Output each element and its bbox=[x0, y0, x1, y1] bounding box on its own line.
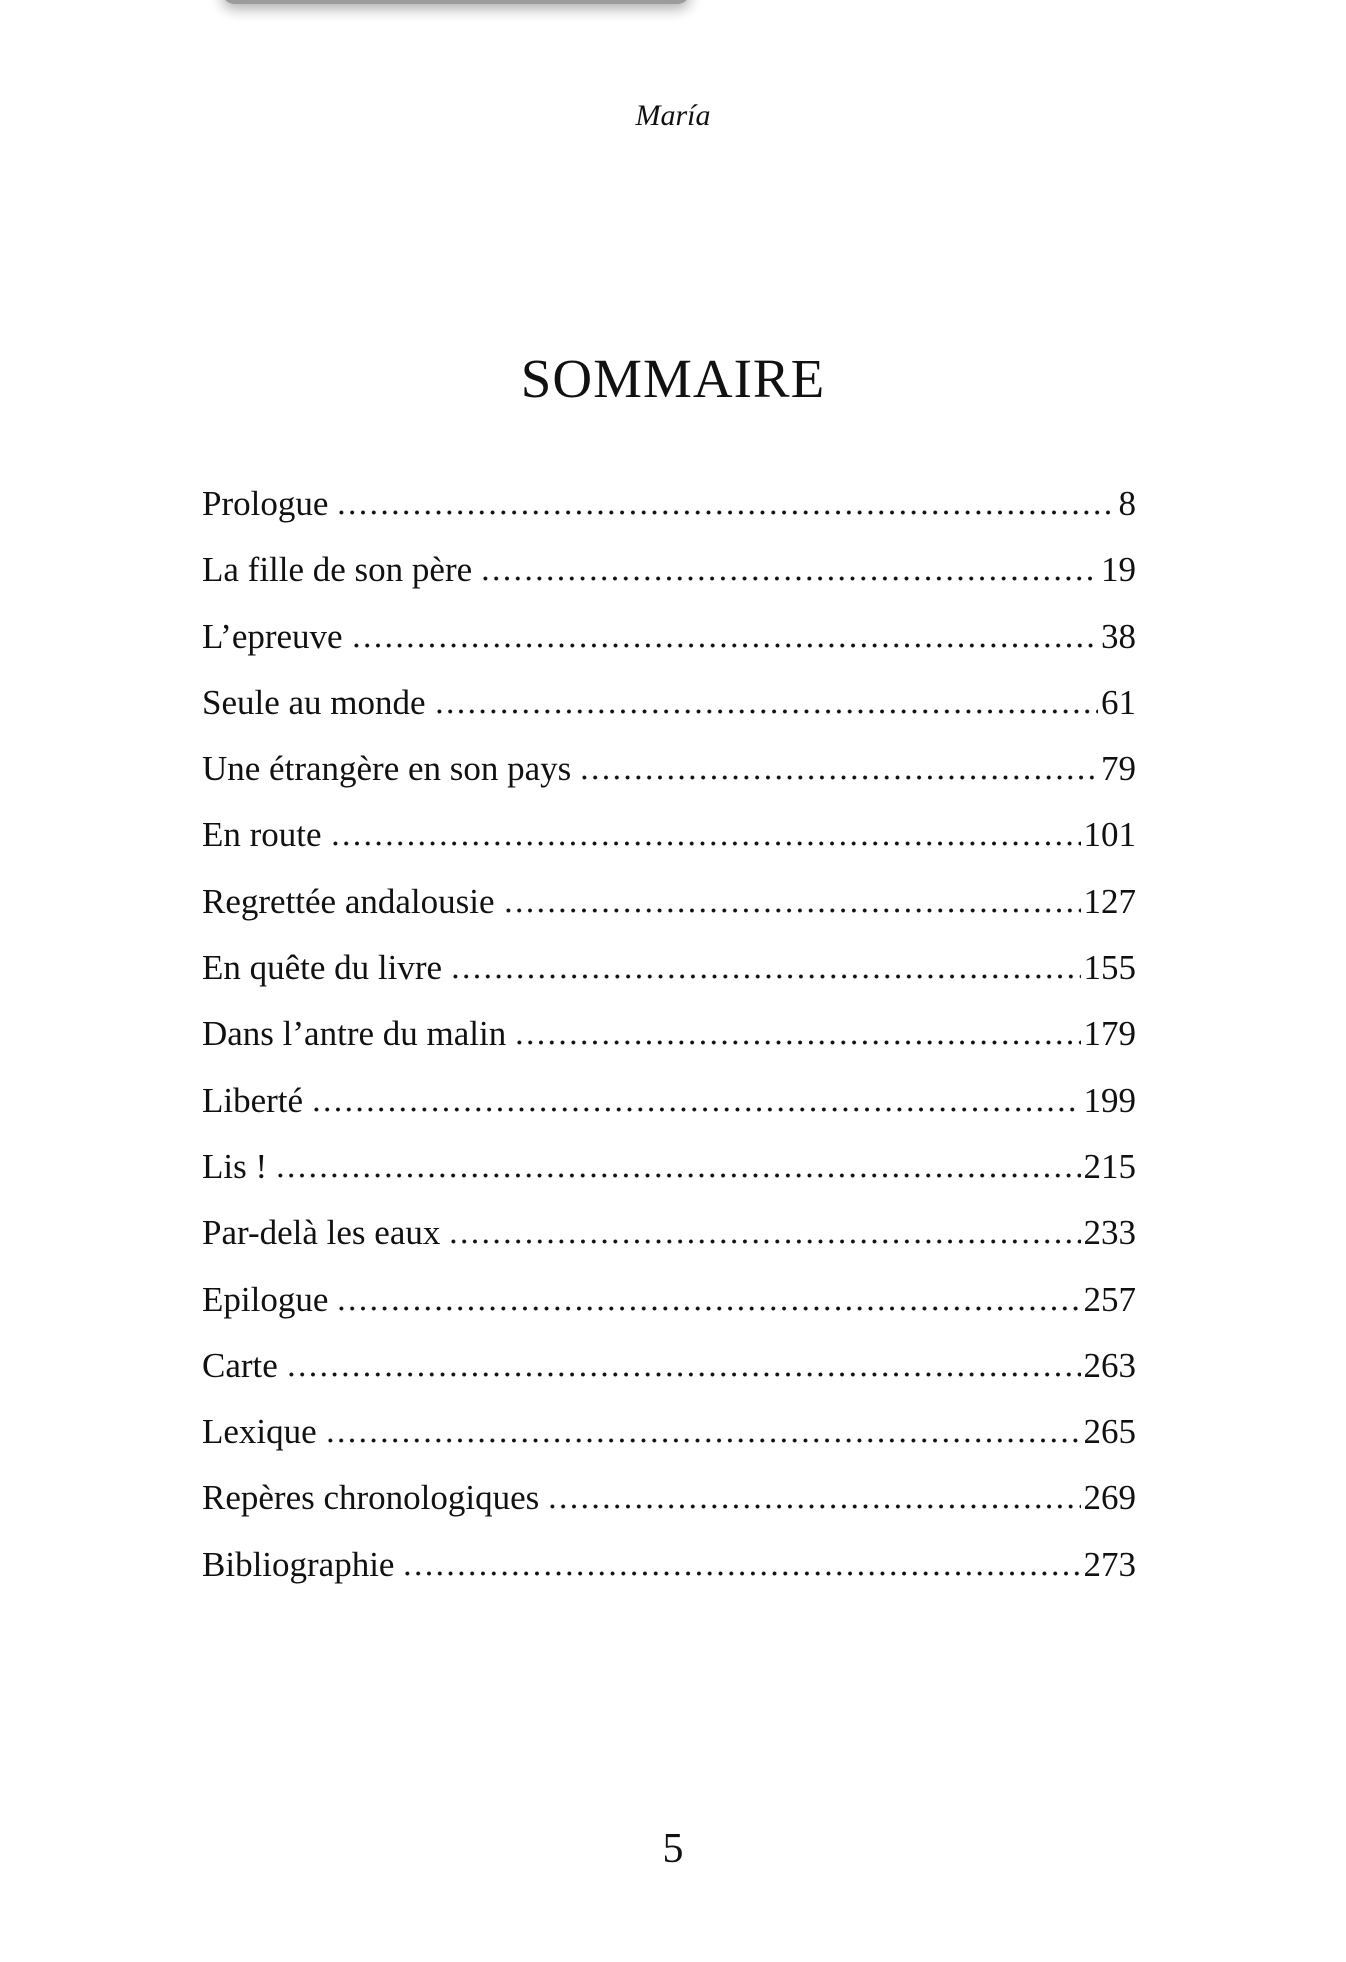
toc-entry-label: La fille de son père bbox=[202, 550, 473, 590]
toc-entry-page: 269 bbox=[1083, 1478, 1136, 1518]
toc-entry-label: Par-delà les eaux bbox=[202, 1213, 441, 1253]
toc-entry bbox=[202, 1399, 1136, 1465]
toc-entry bbox=[202, 1267, 1136, 1333]
toc-entry-page: 79 bbox=[1101, 749, 1136, 789]
toc-dot-leader bbox=[275, 1173, 1080, 1178]
running-header: María bbox=[635, 99, 711, 132]
toc-entry-page: 215 bbox=[1083, 1146, 1136, 1186]
toc-entry-label: Dans l’antre du malin bbox=[202, 1014, 507, 1054]
toc-dot-leader bbox=[480, 576, 1098, 581]
toc-entry-label: Bibliographie bbox=[202, 1544, 395, 1584]
toc-dot-leader bbox=[351, 643, 1098, 648]
toc-entry bbox=[202, 1465, 1136, 1531]
toc-entry-label: L’epreuve bbox=[202, 616, 343, 656]
toc-entry-label: Carte bbox=[202, 1345, 278, 1385]
page-number: 5 bbox=[662, 1826, 684, 1872]
toc-entry-page: 155 bbox=[1083, 948, 1136, 988]
toc-entry bbox=[202, 471, 1136, 537]
toc-entry-page: 179 bbox=[1083, 1014, 1136, 1054]
toc-entry-label: Epilogue bbox=[202, 1279, 329, 1319]
toc-entry-page: 61 bbox=[1101, 682, 1136, 722]
toc-dot-leader bbox=[325, 1438, 1081, 1443]
toc-entry-label: Regrettée andalousie bbox=[202, 881, 495, 921]
toc-entry-label: Seule au monde bbox=[202, 682, 426, 722]
toc-entry-label: Lis ! bbox=[202, 1146, 268, 1186]
toc-entry-label: Prologue bbox=[202, 484, 329, 523]
toc-entry bbox=[202, 670, 1136, 736]
toc-entry bbox=[202, 1333, 1136, 1399]
toc-entry-page: 273 bbox=[1083, 1544, 1136, 1584]
toc-dot-leader bbox=[286, 1372, 1081, 1377]
toc-entry-label: Une étrangère en son pays bbox=[202, 749, 572, 789]
toc-entry-page: 19 bbox=[1101, 550, 1136, 590]
toc-dot-leader bbox=[450, 974, 1080, 979]
toc-dot-leader bbox=[503, 908, 1081, 913]
toc-dot-leader bbox=[448, 1239, 1080, 1244]
toc-list bbox=[202, 471, 1136, 1598]
toc-entry-page: 263 bbox=[1083, 1345, 1136, 1385]
toc-dot-leader bbox=[330, 841, 1081, 846]
toc-entry bbox=[202, 537, 1136, 603]
toc-entry-page: 265 bbox=[1083, 1412, 1136, 1452]
toc-entry-label: En route bbox=[202, 815, 322, 855]
toc-entry bbox=[202, 869, 1136, 935]
toc-dot-leader bbox=[514, 1040, 1080, 1045]
toc-entry-label: En quête du livre bbox=[202, 948, 443, 988]
toc-dot-leader bbox=[402, 1571, 1080, 1576]
toc-entry bbox=[202, 1532, 1136, 1598]
toc-entry-page: 101 bbox=[1083, 815, 1136, 855]
page-title: SOMMAIRE bbox=[520, 348, 826, 409]
toc-entry bbox=[202, 604, 1136, 670]
toc-dot-leader bbox=[547, 1504, 1080, 1509]
top-edge-shadow-bar bbox=[222, 0, 690, 4]
toc-entry bbox=[202, 1068, 1136, 1134]
toc-entry-page: 127 bbox=[1083, 881, 1136, 921]
toc-entry bbox=[202, 935, 1136, 1001]
toc-entry-page: 38 bbox=[1101, 616, 1136, 656]
toc-entry bbox=[202, 1134, 1136, 1200]
toc-entry-page: 199 bbox=[1083, 1080, 1136, 1120]
toc-entry-label: Liberté bbox=[202, 1080, 304, 1120]
toc-entry-page: 257 bbox=[1083, 1279, 1136, 1319]
toc-entry-page: 8 bbox=[1118, 484, 1136, 523]
toc-entry-label: Lexique bbox=[202, 1412, 317, 1452]
toc-dot-leader bbox=[336, 510, 1115, 515]
toc-entry-label: Repères chronologiques bbox=[202, 1478, 540, 1518]
toc-dot-leader bbox=[336, 1306, 1080, 1311]
toc-dot-leader bbox=[311, 1107, 1080, 1112]
toc-dot-leader bbox=[579, 775, 1098, 780]
toc-entry-page: 233 bbox=[1083, 1213, 1136, 1253]
toc-entry bbox=[202, 736, 1136, 802]
toc-entry bbox=[202, 1200, 1136, 1266]
toc-dot-leader bbox=[434, 709, 1098, 714]
toc-entry bbox=[202, 802, 1136, 868]
toc-entry bbox=[202, 1001, 1136, 1067]
